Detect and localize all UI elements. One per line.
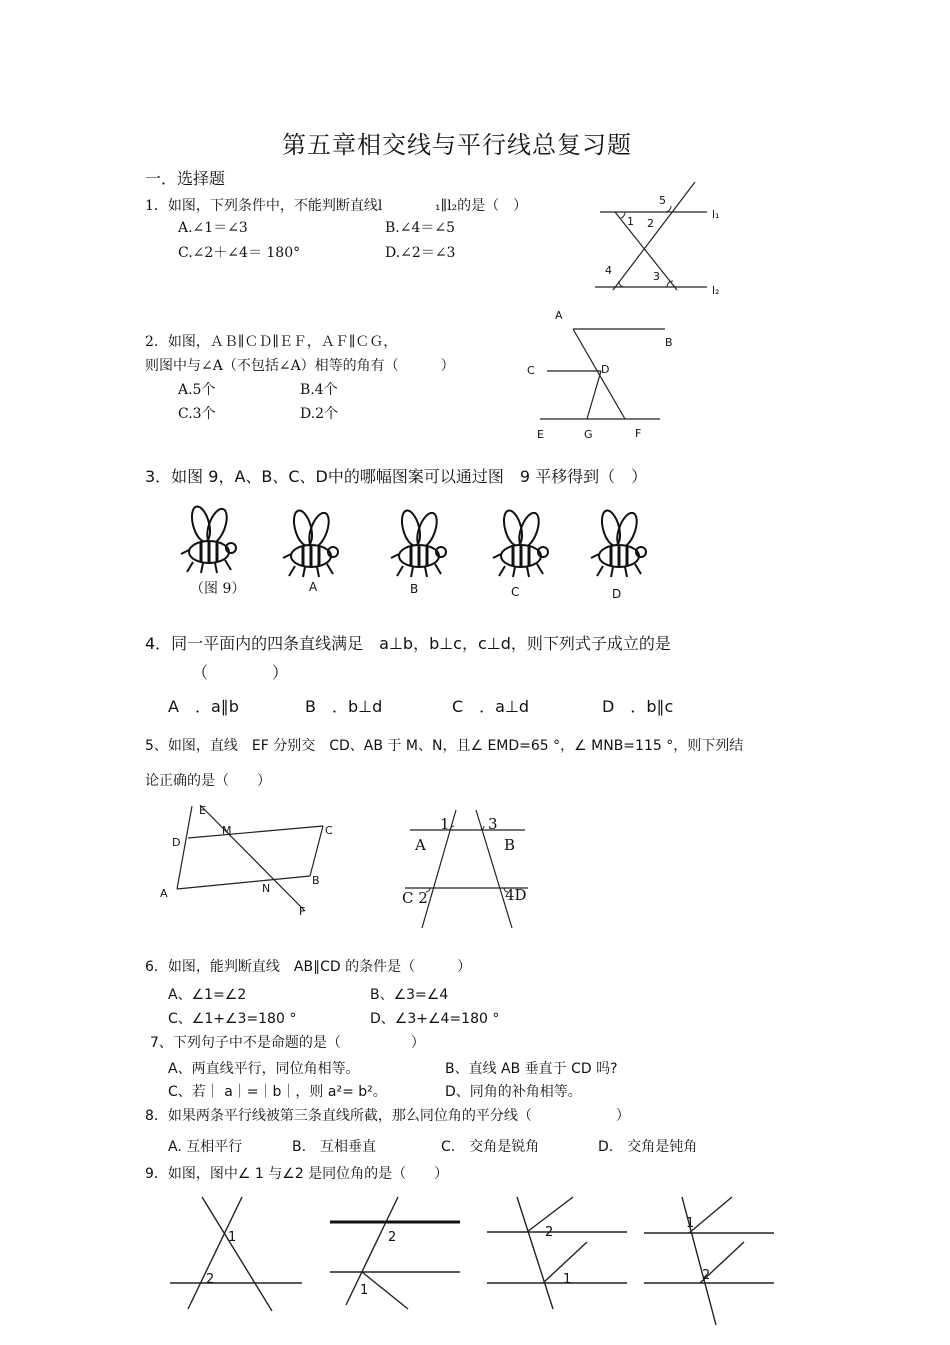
- q1-fig-label-2: 2: [647, 217, 654, 230]
- q3-label-a: A: [309, 580, 318, 594]
- q8-option-b: B. 互相垂直: [292, 1139, 377, 1155]
- q3-label-d: D: [612, 587, 622, 601]
- q7-option-d: D、同角的补角相等。: [445, 1084, 582, 1100]
- bee-option-c: [493, 509, 548, 577]
- q2-option-b: B.4个: [300, 382, 338, 398]
- q1-fig-label-4: 4: [605, 264, 612, 277]
- q6-option-b: B、∠3=∠4: [370, 987, 449, 1003]
- q5-figure-left: [155, 803, 345, 918]
- q2-stem-line2: 则图中与∠A（不包括∠A）相等的角有（ ）: [145, 358, 455, 374]
- q5-fig-label-e: E: [199, 804, 206, 817]
- q5-fig-label-a: A: [160, 887, 168, 900]
- q2-figure: [525, 307, 685, 442]
- q2-stem-line1: 2．如图，ＡＢ∥ＣＤ∥ＥＦ，ＡＦ∥ＣＧ，: [145, 334, 398, 350]
- q5-fig2-label-3: 3: [488, 815, 498, 833]
- q7-option-b: B、直线 AB 垂直于 CD 吗?: [445, 1061, 618, 1077]
- bee-option-a: [283, 509, 338, 577]
- q2-fig-label-e: E: [537, 428, 544, 441]
- q9-fig-d-label-1: 1: [686, 1216, 695, 1231]
- q1-fig-label-l2: l₂: [712, 284, 720, 297]
- q9-stem: 9．如图，图中∠ 1 与∠2 是同位角的是（ ）: [145, 1166, 449, 1182]
- q2-fig-label-c: C: [527, 364, 535, 377]
- q1-figure: [595, 180, 735, 295]
- q2-fig-label-a: A: [555, 309, 563, 322]
- q1-fig-label-5: 5: [659, 194, 666, 207]
- q6-option-d: D、∠3+∠4=180 °: [370, 1011, 500, 1027]
- bee-option-b: [391, 509, 446, 577]
- q5-fig2-label-1: 1: [440, 815, 450, 833]
- q5-fig2-label-b: B: [504, 836, 516, 854]
- q5-fig2-label-4d: 4D: [505, 886, 527, 904]
- q1-option-d: D.∠2＝∠3: [385, 245, 456, 261]
- q4-option-d: D ．b∥c: [602, 697, 674, 716]
- q6-option-c: C、∠1+∠3=180 °: [168, 1011, 297, 1027]
- q5-fig-label-d: D: [172, 836, 181, 849]
- q5-stem-line2: 论正确的是（ ）: [145, 773, 271, 789]
- q2-fig-label-f: F: [635, 427, 642, 440]
- q5-fig-label-f: F: [299, 905, 306, 918]
- q1-fig-label-1: 1: [627, 215, 634, 228]
- page-title: 第五章相交线与平行线总复习题: [282, 131, 632, 159]
- q1-option-a: A.∠1＝∠3: [178, 220, 248, 236]
- bee-figure-9: [181, 505, 236, 573]
- q7-option-a: A、两直线平行，同位角相等。: [168, 1061, 360, 1077]
- q2-fig-label-b: B: [665, 336, 673, 349]
- bee-option-d: [591, 509, 646, 577]
- q2-option-d: D.2个: [300, 406, 339, 422]
- section-heading: 一．选择题: [145, 169, 226, 188]
- q8-stem: 8．如果两条平行线被第三条直线所截，那么同位角的平分线（ ）: [145, 1108, 630, 1124]
- q9-figure-c: [485, 1195, 630, 1310]
- q1-stem-tail: ₁∥l₂的是（ ）: [435, 198, 528, 214]
- q3-stem: 3．如图 9，A、B、C、D中的哪幅图案可以通过图 9 平移得到（ ）: [145, 467, 648, 486]
- q9-fig-a-label-2: 2: [206, 1272, 215, 1287]
- q5-stem-line1: 5、如图，直线 EF 分别交 CD、AB 于 M、N，且∠ EMD=65 °，∠ MNB=115 °，则下列结: [145, 738, 744, 754]
- q9-fig-d-label-2: 2: [702, 1268, 711, 1283]
- q3-label-c: C: [511, 585, 520, 599]
- q2-fig-label-d: D: [601, 363, 610, 376]
- q9-fig-c-label-2: 2: [545, 1225, 554, 1240]
- q8-option-a: A. 互相平行: [168, 1139, 243, 1155]
- q1-stem: 1．如图，下列条件中，不能判断直线l: [145, 198, 383, 214]
- q1-option-b: B.∠4＝∠5: [385, 220, 456, 236]
- q6-option-a: A、∠1=∠2: [168, 987, 247, 1003]
- q6-stem: 6．如图，能判断直线 AB∥CD 的条件是（ ）: [145, 959, 472, 975]
- q4-option-a: A ．a∥b: [168, 697, 239, 716]
- q5-fig-label-b: B: [312, 874, 320, 887]
- q3-label-b: B: [410, 582, 419, 596]
- q9-figure-d: [642, 1195, 787, 1330]
- q1-fig-label-3: 3: [653, 270, 660, 283]
- q4-option-b: B ．b⊥d: [305, 697, 383, 716]
- q5-fig2-label-c2: C 2: [402, 889, 428, 907]
- q9-fig-a-label-1: 1: [228, 1230, 237, 1245]
- q8-option-c: C. 交角是锐角: [441, 1139, 540, 1155]
- q1-fig-label-l1: l₁: [712, 208, 720, 221]
- q3-figure: [175, 498, 675, 598]
- q7-option-c: C、若｜ a｜=｜b｜，则 a²= b²。: [168, 1084, 387, 1100]
- q2-option-c: C.3个: [178, 406, 216, 422]
- q4-option-c: C ．a⊥d: [452, 697, 530, 716]
- q2-fig-label-g: G: [584, 428, 593, 441]
- q9-figure-a: [170, 1195, 305, 1310]
- q5-fig-label-n: N: [262, 882, 271, 895]
- q9-figure-b: [328, 1195, 463, 1310]
- q9-fig-c-label-1: 1: [563, 1272, 572, 1287]
- q5-fig-label-c: C: [325, 824, 333, 837]
- q7-stem: 7、下列句子中不是命题的是（ ）: [150, 1035, 425, 1051]
- q5-figure-right: [400, 808, 540, 933]
- q5-fig2-label-a: A: [415, 836, 426, 854]
- q9-fig-b-label-1: 1: [360, 1283, 369, 1298]
- q2-option-a: A.5个: [178, 382, 216, 398]
- q5-fig-label-m: M: [222, 824, 232, 837]
- q1-option-c: C.∠2＋∠4＝ 180°: [178, 245, 301, 261]
- q3-label-fig9: （图 9）: [190, 581, 246, 597]
- q9-fig-b-label-2: 2: [388, 1230, 397, 1245]
- q8-option-d: D. 交角是钝角: [598, 1139, 698, 1155]
- q4-stem: 4．同一平面内的四条直线满足 a⊥b，b⊥c，c⊥d，则下列式子成立的是: [145, 634, 671, 653]
- q4-paren: （ ）: [192, 663, 289, 682]
